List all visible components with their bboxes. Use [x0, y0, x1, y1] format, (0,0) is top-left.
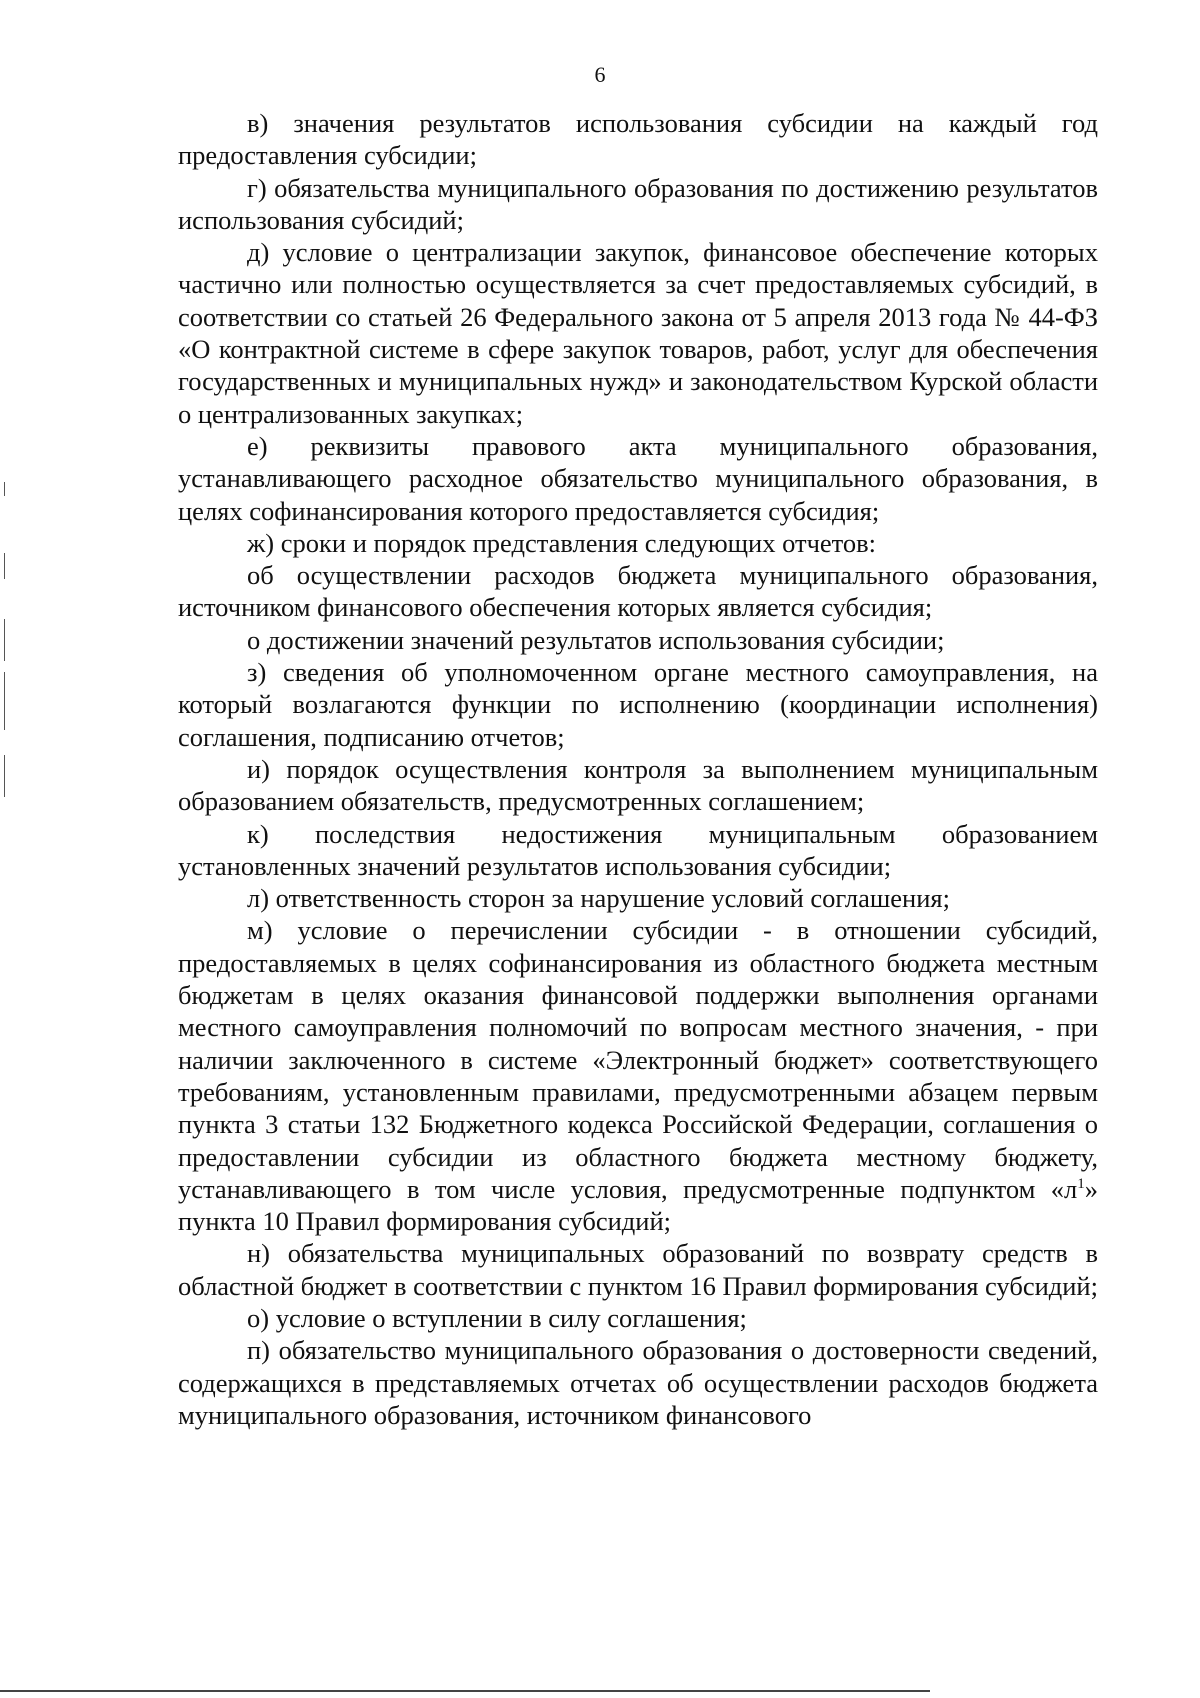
- scan-margin-mark: [4, 672, 5, 730]
- paragraph-m-text: м) условие о перечислении субсидии - в отношении субсидий, предоставляемых в целях софинансирования из областного бюджета местным бюджетам в целях оказания финансовой поддержки выполнения органами местного самоуправления полномочий по вопросам местного значения, - при наличии заключенного в системе «Электронный бюджет» соответствующего требованиям, установленным правилами, предусмотренными абзацем первым пункта 3 статьи 132 Бюджетного кодекса Российской Федерации, соглашения о предоставлении субсидии из областного бюджета местному бюджету, устанавливающего в том числе условия, предусмотренные подпунктом «л: [178, 915, 1098, 1204]
- scan-margin-mark: [4, 619, 5, 661]
- scan-margin-mark: [4, 755, 5, 797]
- paragraph-l: л) ответственность сторон за нарушение условий соглашения;: [247, 883, 950, 914]
- document-body: [178, 107, 1098, 1431]
- page-number: 6: [594, 62, 606, 87]
- paragraph-p: п) обязательство муниципального образования о достоверности сведений, содержащихся в представляемых отчетах об осуществлении расходов бюджета муниципального образования, источником финансового: [178, 1335, 1098, 1430]
- paragraph-e: е) реквизиты правового акта муниципального образования, устанавливающего расходное обязательство муниципального образования, в целях софинансирования которого предоставляется субсидия;: [178, 430, 1098, 526]
- paragraph-v: в) значения результатов использования субсидии на каждый год предоставления субсидии;: [178, 108, 1098, 171]
- paragraph-k: к) последствия недостижения муниципальным образованием установленных значений результатов использования субсидии;: [178, 818, 1098, 881]
- paragraph-g: г) обязательства муниципального образования по достижению результатов использования субсидий;: [178, 172, 1098, 235]
- paragraph-d: д) условие о централизации закупок, финансовое обеспечение которых частично или полностью осуществляется за счет предоставляемых субсидий, в соответствии со статьей 26 Федерального закона от 5 апреля 2013 года № 44-ФЗ «О контрактной системе в сфере закупок товаров, работ, услуг для обеспечения государственных и муниципальных нужд» и законодательством Курской области о централизованных закупках;: [178, 237, 1098, 429]
- paragraph-o: о) условие о вступлении в силу соглашения;: [247, 1302, 747, 1333]
- scan-margin-mark: [4, 553, 5, 579]
- paragraph-m: [178, 914, 1098, 1237]
- paragraph-zh: ж) сроки и порядок представления следующих отчетов:: [247, 527, 877, 558]
- scan-bottom-edge: [0, 1690, 930, 1692]
- paragraph-m-superscript: 1: [1077, 1175, 1085, 1192]
- paragraph-zh-item-2: о достижении значений результатов использования субсидии;: [247, 624, 945, 655]
- scan-margin-mark: [4, 482, 5, 496]
- paragraph-z: з) сведения об уполномоченном органе местного самоуправления, на который возлагаются функции по исполнению (координации исполнения) соглашения, подписанию отчетов;: [178, 657, 1098, 752]
- paragraph-m-text-end: » пункта 10 Правил формирования субсидий;: [178, 1173, 1098, 1237]
- paragraph-zh-item-1: об осуществлении расходов бюджета муниципального образования, источником финансового обеспечения которых является субсидия;: [178, 560, 1098, 623]
- paragraph-n: н) обязательства муниципальных образований по возврату средств в областной бюджет в соответствии с пунктом 16 Правил формирования субсидий;: [178, 1238, 1098, 1301]
- paragraph-i: и) порядок осуществления контроля за выполнением муниципальным образованием обязательств, предусмотренных соглашением;: [178, 753, 1098, 817]
